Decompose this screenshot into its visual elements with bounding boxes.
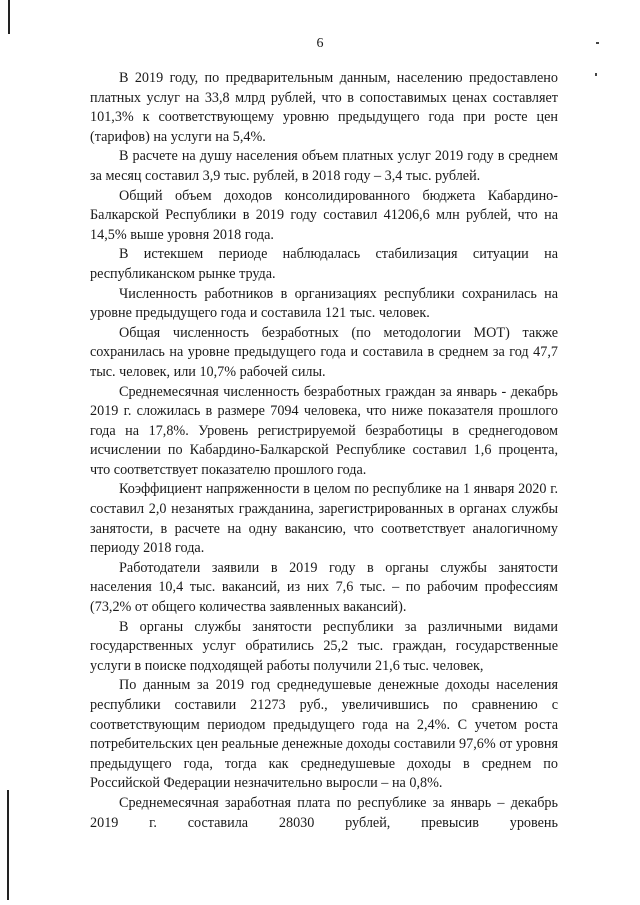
paragraph-paid-services: В 2019 году, по предварительным данным, населению предоставлено платных услуг на 33,8 млрд рублей, что в сопоставимых ценах составляет 101,3% к соответствующему уровню предыдущего года при росте цен (тарифов) на услуги на 5,4%.: [90, 70, 558, 145]
paragraph-vacancies: Работодатели заявили в 2019 году в органы службы занятости населения 10,4 тыс. вакансий, из них 7,6 тыс. – по рабочим профессиям (73,2% от общего количества заявленных вакансий).: [90, 559, 558, 616]
paragraph-budget-revenue: Общий объем доходов консолидированного бюджета Кабардино-Балкарской Республики в 2019 году составил 41206,6 млн рублей, что на 14,5% выше уровня 2018 года.: [90, 187, 558, 243]
paragraph-tension-coefficient: Коэффициент напряженности в целом по республике на 1 января 2020 г. составил 2,0 незанятых гражданина, зарегистрированных в органах службы занятости, в расчете на одну вакансию, что соответствует аналогичному периоду 2018 года.: [90, 481, 558, 557]
paragraph-employees: Численность работников в организациях республики сохранилась на уровне предыдущего года и составила 121 тыс. человек.: [90, 285, 558, 322]
paragraph-registered-unemployment: Среднемесячная численность безработных граждан за январь - декабрь 2019 г. сложилась в размере 7094 человека, что ниже показателя прошлого года на 17,8%. Уровень регистрируемой безработицы в среднегодовом исчислении по Кабардино-Балкарской Республике составил 1,6 процента, что соответствует показателю прошлого года.: [90, 383, 558, 478]
paragraph-services-per-capita: В расчете на душу населения объем платных услуг 2019 году в среднем за месяц составил 3,9 тыс. рублей, в 2018 году – 3,4 тыс. рублей.: [90, 148, 558, 184]
scan-speck: [595, 73, 597, 76]
document-body: [90, 69, 558, 833]
scan-edge-mark-top: [8, 0, 10, 34]
paragraph-employment-services: В органы службы занятости республики за различными видами государственных услуг обратились 25,2 тыс. граждан, государственные услуги в поиске подходящей работы получили 21,6 тыс. человек,: [90, 618, 558, 674]
paragraph-incomes: По данным за 2019 год среднедушевые денежные доходы населения республики составили 21273 руб., увеличившись по сравнению с соответствующим периодом предыдущего года на 2,4%. С учетом роста потребительских цен реальные денежные доходы составили 97,6% от уровня предыдущего года, тогда как среднедушевые доходы в среднем по Российской Федерации незначительно выросли – на 0,8%.: [90, 677, 558, 792]
page-number: 6: [316, 36, 324, 51]
paragraph-labor-market: В истекшем периоде наблюдалась стабилизация ситуации на республиканском рынке труда.: [90, 246, 558, 282]
paragraph-unemployed-ilo: Общая численность безработных (по методологии МОТ) также сохранилась на уровне предыдущего года и составила в среднем за год 47,7 тыс. человек, или 10,7% рабочей силы.: [90, 324, 558, 380]
paragraph-wages: Среднемесячная заработная плата по республике за январь – декабрь 2019 г. составила 28030 рублей, превысив уровень: [90, 794, 558, 831]
scan-edge-mark-bottom: [7, 790, 9, 900]
